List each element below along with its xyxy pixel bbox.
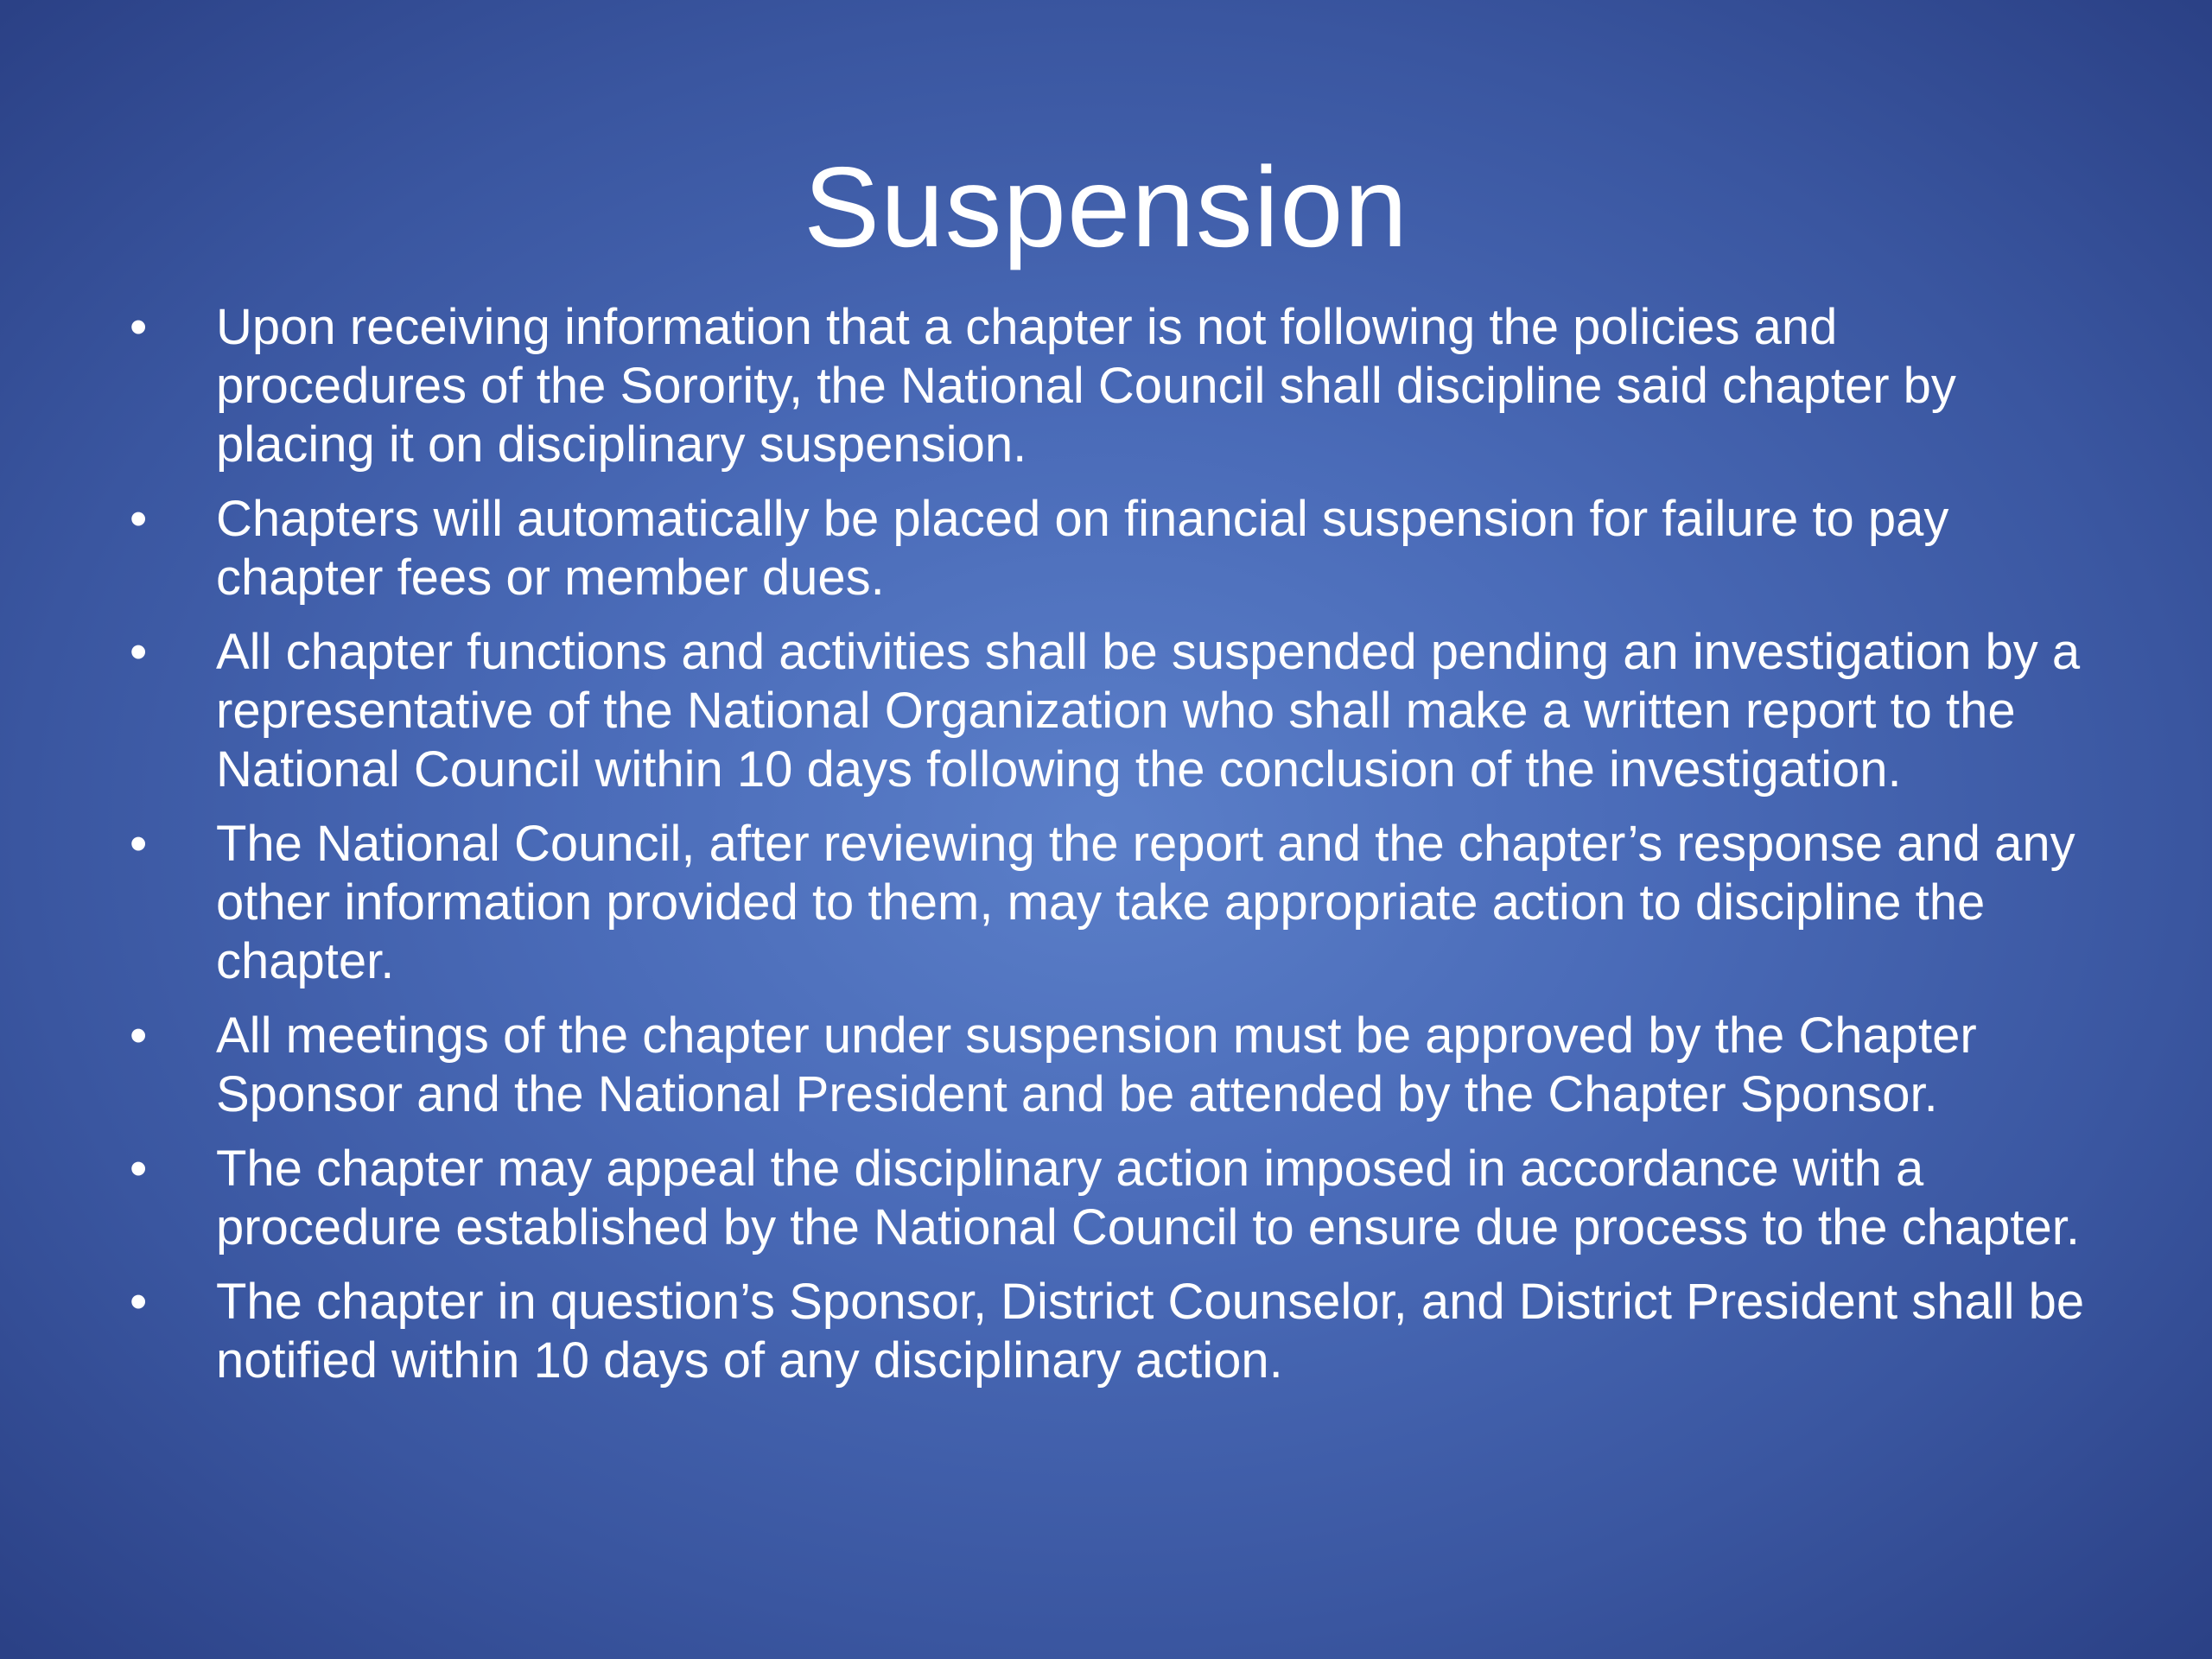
bullet-item	[130, 298, 2091, 474]
bullet-text: The chapter in question’s Sponsor, District Counselor, and District President shall be notified within 10 days of any disciplinary action.	[216, 1274, 2085, 1389]
bullet-text: Upon receiving information that a chapter is not following the policies and procedures of the Sorority, the National Council shall discipline said chapter by placing it on disciplinary suspension.	[216, 299, 1956, 473]
bullet-icon: •	[130, 816, 148, 872]
bullet-text: The chapter may appeal the disciplinary action imposed in accordance with a procedure established by the National Council to ensure due process to the chapter.	[216, 1141, 2081, 1255]
bullet-icon: •	[130, 624, 148, 680]
bullet-text: Chapters will automatically be placed on financial suspension for failure to pay chapter fees or member dues.	[216, 491, 1949, 606]
bullet-item	[130, 1273, 2091, 1390]
bullet-icon: •	[130, 1274, 148, 1330]
bullet-item	[130, 1007, 2091, 1124]
bullet-icon: •	[130, 299, 148, 355]
bullet-item	[130, 815, 2091, 991]
slide-title: Suspension	[804, 143, 1408, 270]
bullet-list	[130, 298, 2091, 1406]
bullet-text: All chapter functions and activities shall be suspended pending an investigation by a representative of the National Organization who shall make a written report to the National Council within 10 days following the conclusion of the investigation.	[216, 624, 2081, 798]
bullet-item	[130, 1140, 2091, 1257]
bullet-item	[130, 490, 2091, 607]
bullet-icon: •	[130, 1007, 148, 1064]
bullet-item	[130, 623, 2091, 799]
bullet-icon: •	[130, 491, 148, 547]
bullet-text: All meetings of the chapter under suspension must be approved by the Chapter Sponsor and the National President and be attended by the Chapter Sponsor.	[216, 1007, 1977, 1122]
bullet-text: The National Council, after reviewing the report and the chapter’s response and any other information provided to them, may take appropriate action to discipline the chapter.	[216, 816, 2075, 989]
bullet-icon: •	[130, 1141, 148, 1197]
